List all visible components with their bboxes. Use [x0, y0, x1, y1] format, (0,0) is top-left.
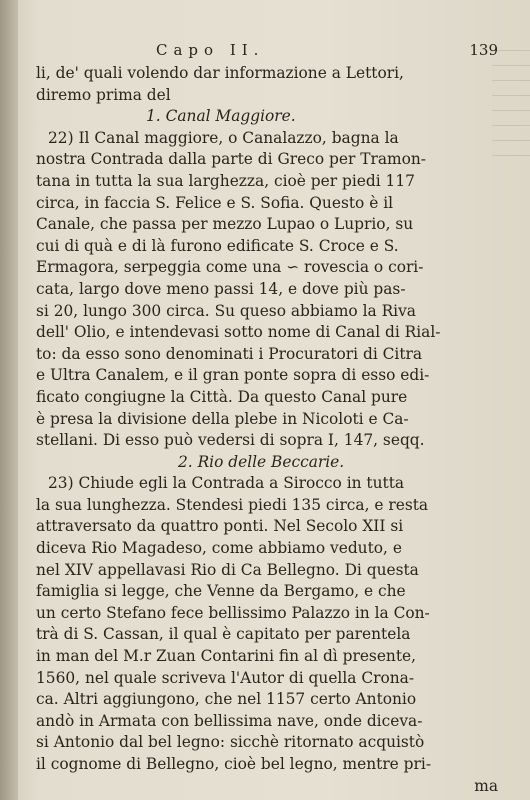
section-heading: 2. Rio delle Beccarie.	[178, 452, 345, 471]
text-line: ca. Altri aggiungono, che nel 1157 certo Antonio	[36, 690, 417, 709]
text-line: cui di quà e di là furono edificate S. Croce e S.	[36, 236, 399, 255]
text-line: Canale, che passa per mezzo Lupao o Luprio, su	[36, 215, 414, 234]
text-line: tana in tutta la sua larghezza, cioè per piedi 117	[36, 171, 415, 190]
page-number: 139	[469, 41, 498, 59]
body-text	[36, 63, 498, 797]
text-line: 22) Il Canal maggiore, o Canalazzo, bagna la	[48, 128, 399, 147]
running-header	[36, 41, 498, 63]
text-line: diremo prima del	[36, 85, 171, 104]
text-line: trà di S. Cassan, il qual è capitato per parentela	[36, 625, 411, 644]
text-line: si 20, lungo 300 circa. Su queso abbiamo la Riva	[36, 301, 416, 320]
text-line: famiglia si legge, che Venne da Bergamo, e che	[36, 582, 406, 601]
text-line: stellani. Di esso può vedersi di sopra I, 147, seqq.	[36, 431, 425, 450]
text-line: nostra Contrada dalla parte di Greco per Tramon-	[36, 150, 426, 169]
text-line: 23) Chiude egli la Contrada a Sirocco in tutta	[48, 474, 405, 493]
text-line: to: da esso sono denominati i Procuratori di Citra	[36, 344, 423, 363]
text-line: cata, largo dove meno passi 14, e dove più pas-	[36, 279, 406, 298]
text-line: diceva Rio Magadeso, come abbiamo veduto, e	[36, 539, 402, 558]
text-line: e Ultra Canalem, e il gran ponte sopra di esso edi-	[36, 366, 430, 385]
text-line: Ermagora, serpeggia come una ∽ rovescia o cori-	[36, 258, 424, 277]
text-line: 1560, nel quale scriveva l'Autor di quella Crona-	[36, 668, 415, 687]
text-line: li, de' quali volendo dar informazione a Lettori,	[36, 64, 404, 82]
text-line: attraversato da quattro ponti. Nel Secolo XII si	[36, 517, 404, 536]
text-line: circa, in faccia S. Felice e S. Sofia. Questo è il	[36, 193, 394, 212]
chapter-title: Capo II.	[156, 41, 265, 59]
text-line: si Antonio dal bel legno: sicchè ritornato acquistò	[36, 733, 425, 752]
text-line: la sua lunghezza. Stendesi piedi 135 circa, e resta	[36, 495, 429, 514]
text-line: è presa la divisione della plebe in Nicoloti e Ca-	[36, 409, 409, 428]
text-line: dell' Olio, e intendevasi sotto nome di Canal di Rial-	[36, 323, 441, 342]
text-line: in man del M.r Zuan Contarini fin al dì presente,	[36, 647, 417, 666]
text-line: ficato congiugne la Città. Da questo Canal pure	[36, 387, 408, 406]
text-line: il cognome di Bellegno, cioè bel legno, mentre pri-	[36, 755, 432, 773]
text-line: andò in Armata con bellissima nave, onde diceva-	[36, 711, 423, 730]
text-line: nel XIV appellavasi Rio di Ca Bellegno. Di questa	[36, 560, 419, 579]
page-gutter	[0, 0, 18, 800]
text-line: un certo Stefano fece bellissimo Palazzo in la Con-	[36, 603, 430, 622]
catchword: ma	[474, 776, 498, 795]
section-heading: 1. Canal Maggiore.	[146, 107, 296, 126]
